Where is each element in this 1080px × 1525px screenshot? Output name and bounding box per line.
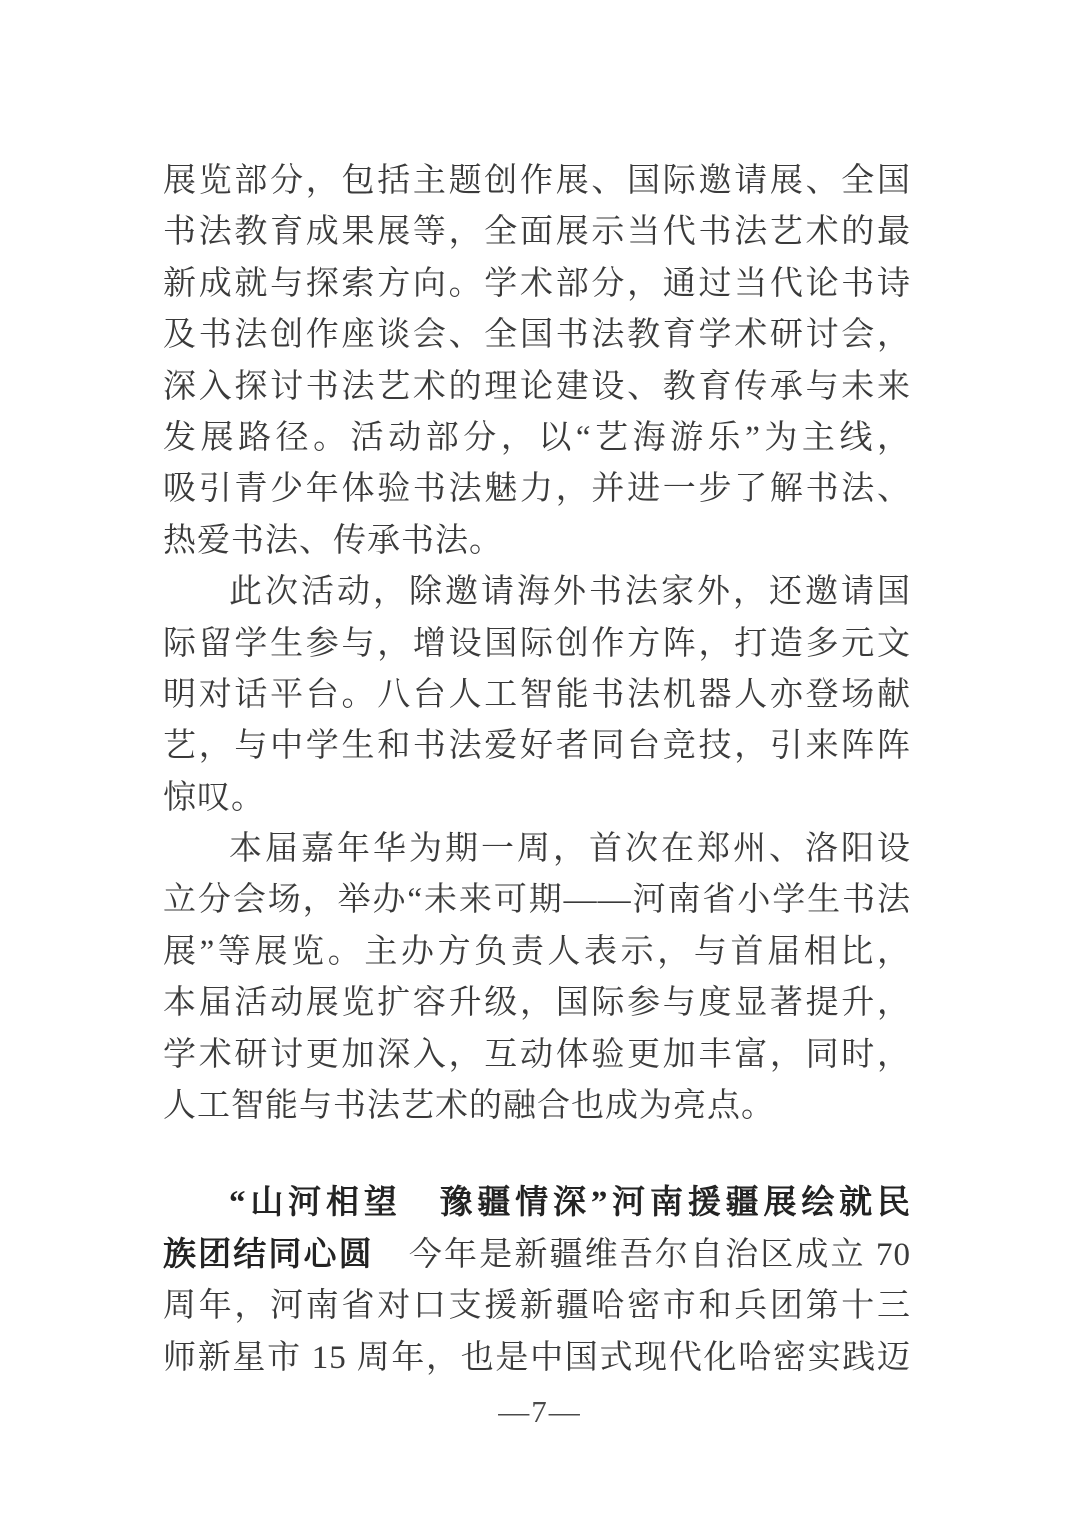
text-line: 学术研讨更加深入，互动体验更加丰富，同时， — [163, 1036, 911, 1073]
section-heading-line: “山河相望 豫疆情深”河南援疆展绘就民 — [229, 1185, 911, 1222]
text-line: 周年，河南省对口支援新疆哈密市和兵团第十三 — [163, 1288, 911, 1325]
text-line: 本届嘉年华为期一周，首次在郑州、洛阳设 — [229, 831, 911, 868]
body-text-span: 今年是新疆维吾尔自治区成立 70 — [373, 1236, 911, 1273]
text-line: 及书法创作座谈会、全国书法教育学术研讨会， — [163, 317, 911, 354]
text-line: 新成就与探索方向。学术部分，通过当代论书诗 — [163, 265, 911, 302]
text-line: 展览部分，包括主题创作展、国际邀请展、全国 — [163, 163, 911, 199]
text-line: 本届活动展览扩容升级，国际参与度显著提升， — [163, 985, 911, 1022]
text-line: 际留学生参与，增设国际创作方阵，打造多元文 — [163, 625, 911, 662]
text-line: 立分会场，举办“未来可期——河南省小学生书法 — [163, 882, 911, 919]
text-line: 此次活动，除邀请海外书法家外，还邀请国 — [229, 574, 911, 611]
text-line: 人工智能与书法艺术的融合也成为亮点。 — [163, 1088, 775, 1125]
text-line: 吸引青少年体验书法魅力，并进一步了解书法、 — [163, 471, 911, 508]
text-line: 艺，与中学生和书法爱好者同台竞技，引来阵阵 — [163, 728, 911, 765]
text-line: 书法教育成果展等，全面展示当代书法艺术的最 — [163, 214, 911, 251]
text-line: 深入探讨书法艺术的理论建设、教育传承与未来 — [163, 368, 911, 405]
text-line: 热爱书法、传承书法。 — [163, 522, 503, 559]
document-body — [163, 156, 911, 1384]
text-line: 惊叹。 — [163, 779, 265, 816]
text-line: 明对话平台。八台人工智能书法机器人亦登场献 — [163, 676, 911, 713]
paragraph-carnival-week — [163, 824, 911, 1132]
paragraph-international-participation — [163, 567, 911, 824]
text-line: 师新星市 15 周年，也是中国式现代化哈密实践迈 — [163, 1339, 911, 1376]
text-line-mixed — [163, 1230, 911, 1281]
text-line: 展”等展览。主办方负责人表示，与首届相比， — [163, 933, 911, 970]
paragraph-henan-xinjiang-exhibition — [163, 1178, 911, 1384]
text-line: 发展路径。活动部分，以“艺海游乐”为主线， — [163, 419, 911, 456]
section-heading-tail: 族团结同心圆 — [163, 1236, 374, 1273]
page-number: —7— — [498, 1394, 582, 1429]
paragraph-calligraphy-exhibition — [163, 156, 911, 567]
